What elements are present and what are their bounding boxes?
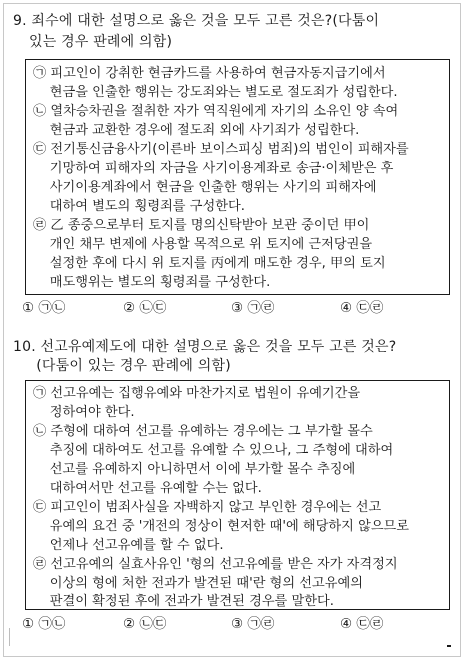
answer-choice-4[interactable]: ④ ㉢㉣ — [340, 300, 384, 316]
question-10-stem-line-1: 10. 선고유예제도에 대한 설명으로 옳은 것을 모두 고른 것은? — [13, 339, 397, 355]
question-10-option-line: 판결이 확정된 후에 전과가 발견된 경우를 말한다. — [33, 594, 334, 609]
question-10-option-line: 정하여야 한다. — [33, 405, 135, 420]
answer-choice-3[interactable]: ③ ㉠㉣ — [231, 300, 275, 316]
question-9-option-line: ㉠ 피고인이 강취한 현금카드를 사용하여 현금자동지급기에서 — [33, 66, 386, 81]
question-10-option-line: 대하여서만 선고를 유예할 수는 없다. — [33, 481, 262, 496]
question-10-option-line: 선고를 유예하지 아니하면서 이에 부가할 몰수 추징에 — [33, 462, 356, 477]
question-10-option-line: 유예의 요건 중 '개전의 정상이 현저한 때'에 해당하지 않으므로 — [33, 519, 410, 534]
question-9-option-line: ㉢ 전기통신금융사기(이른바 보이스피싱 범죄)의 범인이 피해자를 — [33, 142, 409, 157]
question-10-option-box — [25, 380, 450, 610]
question-9-option-line: 대하여 별도의 횡령죄를 구성한다. — [33, 199, 245, 214]
question-9-option-line: ㉣ 乙 종중으로부터 토지를 명의신탁받아 보관 중이던 甲이 — [33, 218, 370, 233]
question-9-stem-line-2: 있는 경우 판례에 의함) — [29, 34, 173, 50]
question-9-option-line: 현금과 교환한 경우에 절도죄 외에 사기죄가 성립한다. — [33, 123, 360, 138]
question-9-option-line: 개인 채무 변제에 사용할 목적으로 위 토지에 근저당권을 — [33, 237, 373, 252]
question-9-option-line: 현금을 인출한 행위는 강도죄와는 별도로 절도죄가 성립한다. — [33, 85, 398, 100]
question-9-option-box — [25, 59, 450, 295]
question-10-option-line: 언제나 선고유예를 할 수 없다. — [33, 538, 224, 553]
question-9-option-line: 설정한 후에 다시 위 토지를 丙에게 매도한 경우, 甲의 토지 — [33, 256, 386, 271]
answer-choice-1[interactable]: ① ㉠㉡ — [22, 300, 66, 316]
question-10-option-line: ㉢ 피고인이 범죄사실을 자백하지 않고 부인한 경우에는 선고 — [33, 500, 382, 515]
answer-choice-1[interactable]: ① ㉠㉡ — [22, 616, 66, 632]
question-10-option-line: 추징에 대하여도 선고를 유예할 수 있으나, 그 주형에 대하여 — [33, 443, 394, 458]
question-9-option-line: 기망하여 피해자의 자금을 사기이용계좌로 송금·이체받은 후 — [33, 161, 394, 176]
answer-choice-4[interactable]: ④ ㉢㉣ — [340, 616, 384, 632]
question-9-answer-row — [15, 298, 455, 318]
question-10-answer-row — [15, 614, 455, 634]
question-9-option-line: 사기이용계좌에서 현금을 인출한 행위는 사기의 피해자에 — [33, 180, 377, 195]
question-9-option-line: 매도행위는 별도의 횡령죄를 구성한다. — [33, 275, 271, 290]
answer-choice-2[interactable]: ② ㉡㉢ — [123, 616, 167, 632]
question-10-option-line: 이상의 형에 처한 전과가 발견된 때'란 형의 선고유예의 — [33, 576, 363, 591]
answer-choice-3[interactable]: ③ ㉠㉣ — [231, 616, 275, 632]
question-9-stem-line-1: 9. 죄수에 대한 설명으로 옳은 것을 모두 고른 것은?(다툼이 — [13, 13, 380, 29]
question-9-option-line: ㉡ 열차승차권을 절취한 자가 역직원에게 자기의 소유인 양 속여 — [33, 104, 399, 119]
question-10-option-line: ㉣ 선고유예의 실효사유인 '형의 선고유예를 받은 자가 자격정지 — [33, 557, 398, 572]
page-dot-mark — [447, 645, 451, 647]
answer-choice-2[interactable]: ② ㉡㉢ — [123, 300, 167, 316]
question-10-option-line: ㉠ 선고유예는 집행유예와 마찬가지로 법원이 유예기간을 — [33, 386, 361, 401]
question-10-option-line: ㉡ 주형에 대하여 선고를 유예하는 경우에는 그 부가할 몰수 — [33, 424, 373, 439]
corner-crop-mark — [9, 628, 10, 646]
question-10-stem-line-2: (다툼이 있는 경우 판례에 의함) — [13, 358, 231, 374]
